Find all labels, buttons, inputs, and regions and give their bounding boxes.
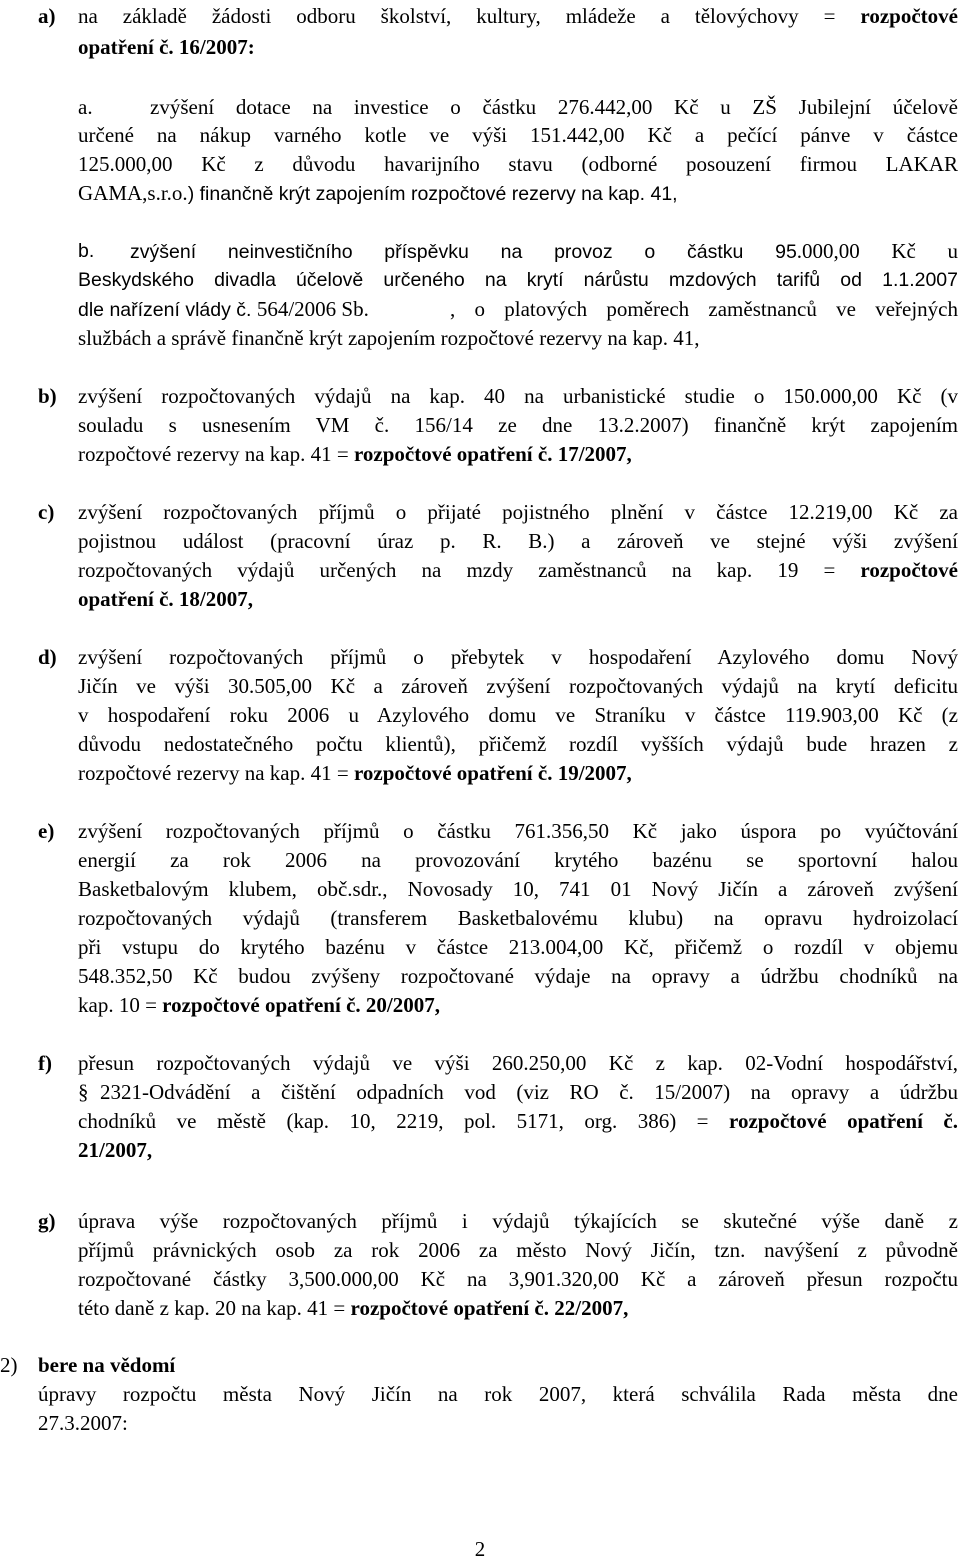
section-2-number: 2) xyxy=(0,1353,18,1377)
item-a-line-2: opatření č. 16/2007: xyxy=(78,35,255,59)
item-g-line-1: úprava výše rozpočtovaných příjmů i výdajů týkajících se skutečné výše daně z xyxy=(78,1209,958,1233)
item-label-e: e) xyxy=(38,819,55,843)
item-c-line-2: pojistnou událost (pracovní úraz p. R. B.) a zároveň ve stejné výši zvýšení xyxy=(78,529,958,553)
item-d-line-5: rozpočtové rezervy na kap. 41 = rozpočtové opatření č. 19/2007, xyxy=(78,761,632,785)
sub-a-line-4: GAMA,s.r.o.) finančně krýt zapojením rozpočtové rezervy na kap. 41, xyxy=(78,181,678,205)
item-c-line-4: opatření č. 18/2007, xyxy=(78,587,253,611)
item-e-line-2: energií za rok 2006 na provozování krytého bazénu se sportovní halou xyxy=(78,848,958,872)
item-c-line-1: zvýšení rozpočtovaných příjmů o přijaté pojistného plnění v částce 12.219,00 Kč za xyxy=(78,500,958,524)
sub-b-line-2: Beskydského divadla účelově určeného na krytí nárůstu mzdových tarifů od 1.1.2007 xyxy=(78,269,958,291)
sub-label-a: a. xyxy=(78,95,93,119)
item-e-line-1: zvýšení rozpočtovaných příjmů o částku 761.356,50 Kč jako úspora po vyúčtování xyxy=(78,819,958,843)
sub-label-b: b. xyxy=(78,240,95,262)
item-g-line-2: příjmů právnických osob za rok 2006 za město Nový Jičín, tzn. navýšení z původně xyxy=(78,1238,958,1262)
item-a-line-1: na základě žádosti odboru školství, kultury, mládeže a tělovýchovy = rozpočtové xyxy=(78,4,958,28)
sub-b-line-3: dle nařízení vlády č. 564/2006 Sb. xyxy=(78,297,369,321)
item-label-f: f) xyxy=(38,1051,52,1075)
item-e-line-7: kap. 10 = rozpočtové opatření č. 20/2007, xyxy=(78,993,440,1017)
item-f-line-4: 21/2007, xyxy=(78,1138,153,1162)
page-number: 2 xyxy=(474,1537,486,1561)
item-d-line-3: v hospodaření roku 2006 u Azylového domu ve Straníku v částce 119.903,00 Kč (z xyxy=(78,703,958,727)
item-g-line-4: této daně z kap. 20 na kap. 41 = rozpočtové opatření č. 22/2007, xyxy=(78,1296,629,1320)
item-f-line-1: přesun rozpočtovaných výdajů ve výši 260.250,00 Kč z kap. 02-Vodní hospodářství, xyxy=(78,1051,958,1075)
item-d-line-2: Jičín ve výši 30.505,00 Kč a zároveň zvýšení rozpočtovaných výdajů na krytí deficitu xyxy=(78,674,958,698)
sub-a-line-1: zvýšení dotace na investice o částku 276.442,00 Kč u ZŠ Jubilejní účelově xyxy=(150,95,958,119)
sub-b-line-4: službách a správě finančně krýt zapojením rozpočtové rezervy na kap. 41, xyxy=(78,326,700,350)
section-sign: § xyxy=(78,1080,89,1104)
section-2-line-1: úpravy rozpočtu města Nový Jičín na rok 2007, která schválila Rada města dne xyxy=(38,1382,958,1406)
item-label-d: d) xyxy=(38,645,57,669)
sub-a-line-2: určené na nákup varného kotle ve výši 151.442,00 Kč a pečící pánve v částce xyxy=(78,123,958,147)
section-2-heading: bere na vědomí xyxy=(38,1353,176,1377)
item-c-line-3: rozpočtovaných výdajů určených na mzdy zaměstnanců na kap. 19 = rozpočtové xyxy=(78,558,958,582)
item-label-a: a) xyxy=(38,4,56,28)
item-label-c: c) xyxy=(38,500,55,524)
item-f-line-3: chodníků ve městě (kap. 10, 2219, pol. 5171, org. 386) = rozpočtové opatření č. xyxy=(78,1109,958,1133)
item-b-line-1: zvýšení rozpočtovaných výdajů na kap. 40 na urbanistické studie o 150.000,00 Kč (v xyxy=(78,384,958,408)
item-f-line-2: 2321-Odvádění a čištění odpadních vod (viz RO č. 15/2007) na opravy a údržbu xyxy=(100,1080,958,1104)
item-label-b: b) xyxy=(38,384,57,408)
item-b-line-3: rozpočtové rezervy na kap. 41 = rozpočtové opatření č. 17/2007, xyxy=(78,442,632,466)
item-e-line-3: Basketbalovým klubem, obč.sdr., Novosady 10, 741 01 Nový Jičín a zároveň zvýšení xyxy=(78,877,958,901)
item-d-line-1: zvýšení rozpočtovaných příjmů o přebytek v hospodaření Azylového domu Nový xyxy=(78,645,958,669)
item-b-line-2: souladu s usnesením VM č. 156/14 ze dne 13.2.2007) finančně krýt zapojením xyxy=(78,413,958,437)
section-2-line-2: 27.3.2007: xyxy=(38,1411,128,1435)
item-label-g: g) xyxy=(38,1209,56,1233)
item-g-line-3: rozpočtované částky 3,500.000,00 Kč na 3,901.320,00 Kč a zároveň přesun rozpočtu xyxy=(78,1267,958,1291)
item-e-line-6: 548.352,50 Kč budou zvýšeny rozpočtované výdaje na opravy a údržbu chodníků na xyxy=(78,964,958,988)
item-e-line-5: při vstupu do krytého bazénu v částce 213.004,00 Kč, přičemž o rozdíl v objemu xyxy=(78,935,958,959)
sub-b-line-1: zvýšení neinvestičního příspěvku na provoz o částku 95.000,00 Kč u xyxy=(130,239,958,263)
item-d-line-4: důvodu nedostatečného počtu klientů), přičemž rozdíl vyšších výdajů bude hrazen z xyxy=(78,732,958,756)
sub-a-line-3: 125.000,00 Kč z důvodu havarijního stavu (odborné posouzení firmou LAKAR xyxy=(78,152,958,176)
item-e-line-4: rozpočtovaných výdajů (transferem Basketbalovému klubu) na opravu hydroizolací xyxy=(78,906,958,930)
sub-b-line-3b: , o platových poměrech zaměstnanců ve veřejných xyxy=(450,297,958,321)
